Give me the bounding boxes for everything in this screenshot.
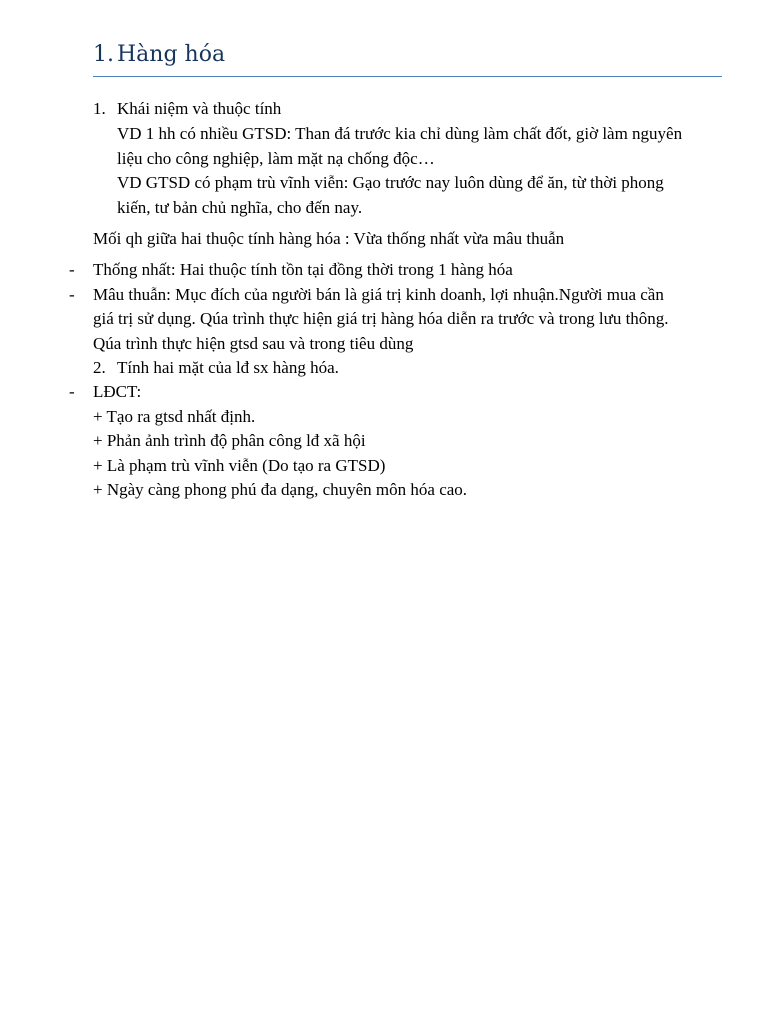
list-number-1: 1.: [93, 99, 106, 118]
ldct-item: + Tạo ra gtsd nhất định.: [93, 407, 256, 426]
paragraph-line: liệu cho công nghiệp, làm mặt nạ chống độc…: [117, 149, 435, 168]
ldct-item: + Ngày càng phong phú đa dạng, chuyên môn hóa cao.: [93, 480, 468, 499]
heading-number: 1.: [93, 42, 114, 67]
list-item-title-2: Tính hai mặt của lđ sx hàng hóa.: [117, 358, 339, 377]
bullet-dash: -: [69, 285, 75, 304]
bullet-text: Thống nhất: Hai thuộc tính tồn tại đồng thời trong 1 hàng hóa: [93, 260, 513, 279]
bullet-text: Mâu thuẫn: Mục đích của người bán là giá trị kinh doanh, lợi nhuận.Người mua cần: [93, 285, 664, 304]
heading-title: Hàng hóa: [117, 42, 226, 67]
list-item-title-1: Khái niệm và thuộc tính: [117, 99, 282, 118]
bullet-text: giá trị sử dụng. Qúa trình thực hiện giá trị hàng hóa diễn ra trước và trong lưu thông.: [93, 309, 669, 328]
bullet-dash: -: [69, 382, 75, 401]
bullet-dash: -: [69, 260, 75, 279]
ldct-item: + Phản ảnh trình độ phân công lđ xã hội: [93, 431, 366, 450]
ldct-item: + Là phạm trù vĩnh viễn (Do tạo ra GTSD): [93, 456, 386, 475]
section-heading: [93, 42, 722, 77]
paragraph-line: VD GTSD có phạm trù vĩnh viễn: Gạo trước nay luôn dùng để ăn, từ thời phong: [117, 173, 664, 192]
paragraph-line: VD 1 hh có nhiều GTSD: Than đá trước kia chỉ dùng làm chất đốt, giờ làm nguyên: [117, 124, 683, 143]
ldct-label: LĐCT:: [93, 382, 142, 401]
list-number-2: 2.: [93, 358, 106, 377]
paragraph-line: kiến, tư bản chủ nghĩa, cho đến nay.: [117, 198, 363, 217]
bullet-text: Qúa trình thực hiện gtsd sau và trong tiêu dùng: [93, 334, 414, 353]
relation-paragraph: Mối qh giữa hai thuộc tính hàng hóa : Vừa thống nhất vừa mâu thuẫn: [93, 229, 565, 248]
